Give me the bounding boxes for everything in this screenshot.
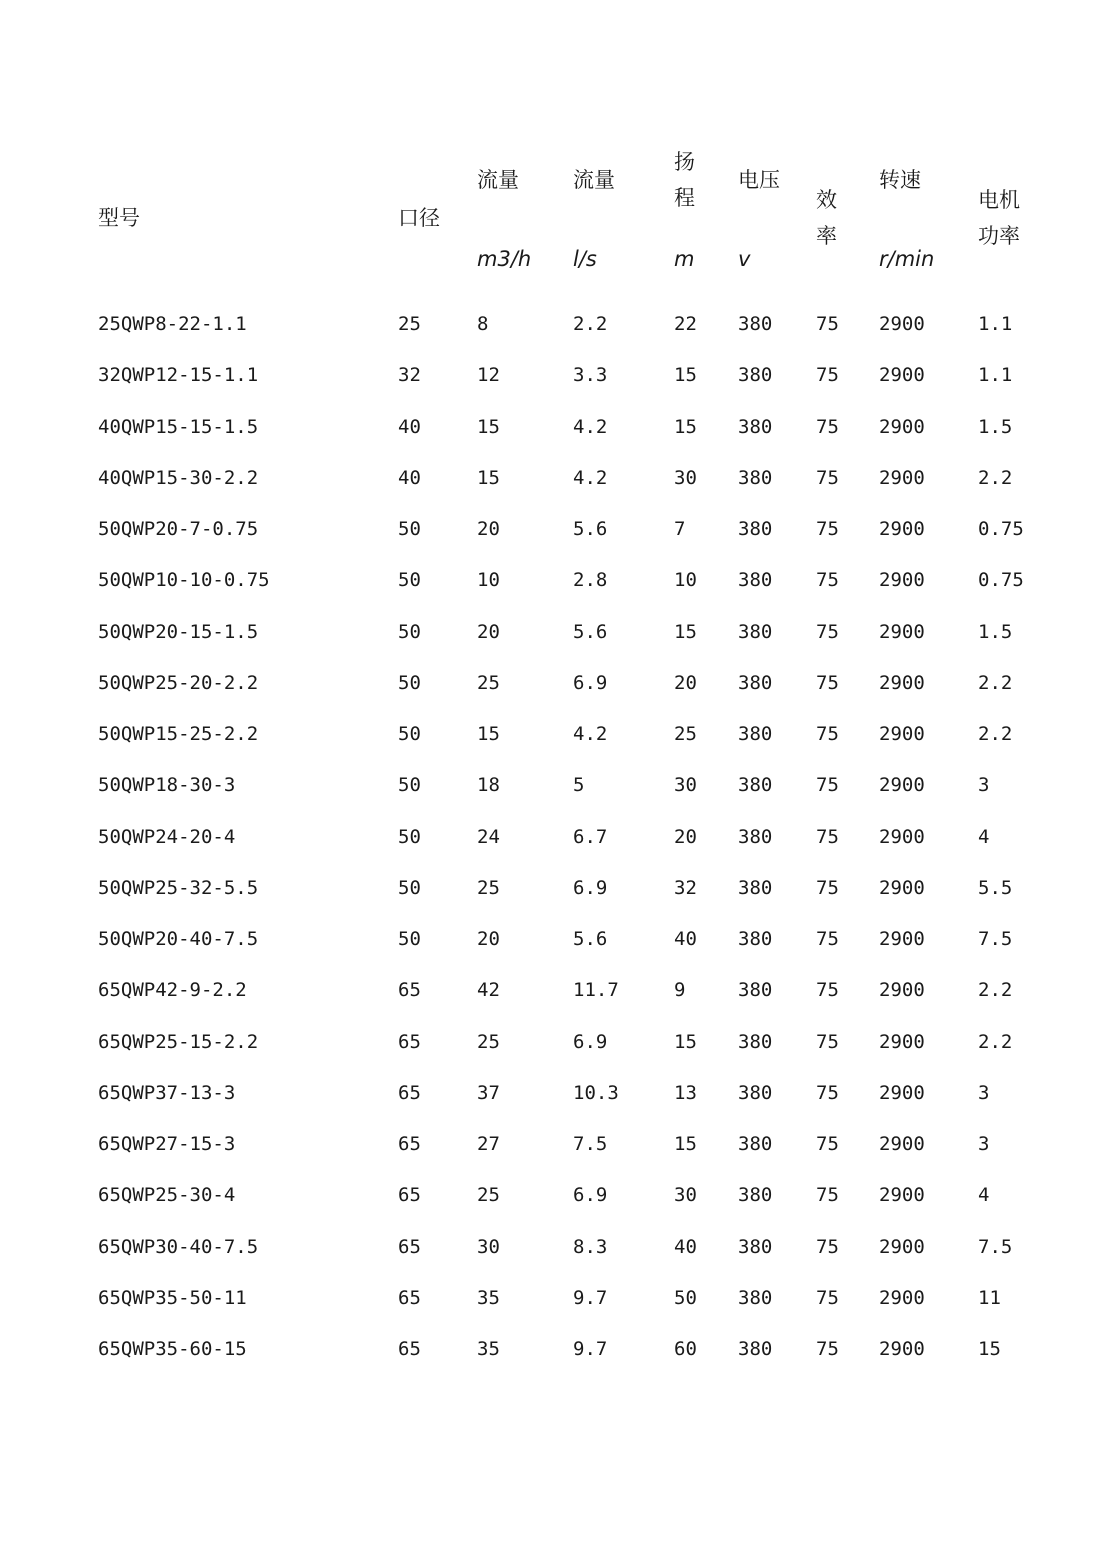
cell-flow-m3h: 12	[477, 364, 500, 387]
cell-speed: 2900	[879, 620, 925, 643]
cell-flow-m3h: 15	[477, 723, 500, 745]
cell-flow-m3h: 42	[477, 979, 500, 1002]
cell-efficiency: 75	[816, 364, 839, 387]
cell-head: 15	[674, 364, 697, 387]
cell-voltage: 380	[738, 1286, 773, 1309]
cell-head: 7	[674, 518, 686, 540]
cell-speed: 2900	[879, 569, 925, 592]
cell-speed: 2900	[879, 928, 925, 950]
cell-flow-ls: 2.8	[573, 569, 608, 592]
cell-head: 15	[674, 1030, 697, 1053]
cell-diameter: 32	[398, 364, 421, 387]
cell-speed: 2900	[879, 1338, 925, 1360]
cell-model: 65QWP42-9-2.2	[98, 979, 247, 1002]
cell-power: 15	[978, 1338, 1001, 1360]
header-flow-ls: 流量	[573, 168, 615, 192]
cell-power: 0.75	[978, 569, 1024, 592]
cell-head: 22	[674, 313, 697, 335]
cell-head: 20	[674, 825, 697, 848]
cell-diameter: 50	[398, 928, 421, 950]
cell-model: 50QWP18-30-3	[98, 774, 236, 797]
cell-efficiency: 75	[816, 1081, 839, 1104]
cell-diameter: 65	[398, 1133, 421, 1155]
cell-efficiency: 75	[816, 466, 839, 489]
cell-flow-m3h: 18	[477, 774, 500, 797]
cell-efficiency: 75	[816, 569, 839, 592]
cell-model: 50QWP25-32-5.5	[98, 876, 259, 899]
cell-head: 20	[674, 671, 697, 694]
cell-model: 65QWP27-15-3	[98, 1133, 236, 1155]
cell-power: 4	[978, 1184, 990, 1207]
cell-efficiency: 75	[816, 825, 839, 848]
cell-efficiency: 75	[816, 1030, 839, 1053]
cell-speed: 2900	[879, 1286, 925, 1309]
cell-head: 30	[674, 774, 697, 797]
cell-head: 50	[674, 1286, 697, 1309]
cell-head: 15	[674, 415, 697, 438]
cell-flow-m3h: 8	[477, 313, 489, 335]
cell-speed: 2900	[879, 1081, 925, 1104]
cell-voltage: 380	[738, 1235, 773, 1258]
cell-speed: 2900	[879, 825, 925, 848]
cell-speed: 2900	[879, 466, 925, 489]
cell-power: 11	[978, 1286, 1001, 1309]
cell-diameter: 65	[398, 1338, 421, 1360]
cell-head: 30	[674, 1184, 697, 1207]
cell-flow-ls: 5.6	[573, 620, 608, 643]
unit-flow-ls: l/s	[573, 247, 597, 271]
cell-diameter: 65	[398, 979, 421, 1002]
cell-model: 65QWP35-50-11	[98, 1286, 247, 1309]
cell-voltage: 380	[738, 979, 773, 1002]
cell-speed: 2900	[879, 876, 925, 899]
cell-model: 32QWP12-15-1.1	[98, 364, 259, 387]
cell-model: 50QWP20-15-1.5	[98, 620, 259, 643]
cell-flow-m3h: 27	[477, 1133, 500, 1155]
cell-efficiency: 75	[816, 723, 839, 745]
cell-flow-m3h: 15	[477, 415, 500, 438]
cell-model: 50QWP10-10-0.75	[98, 569, 270, 592]
cell-flow-ls: 6.9	[573, 1184, 608, 1207]
cell-flow-ls: 11.7	[573, 979, 619, 1002]
cell-flow-ls: 9.7	[573, 1286, 608, 1309]
cell-efficiency: 75	[816, 620, 839, 643]
cell-flow-m3h: 25	[477, 876, 500, 899]
cell-speed: 2900	[879, 1133, 925, 1155]
cell-power: 2.2	[978, 979, 1013, 1002]
cell-power: 4	[978, 825, 990, 848]
cell-flow-m3h: 15	[477, 466, 500, 489]
cell-model: 50QWP24-20-4	[98, 825, 236, 848]
cell-power: 1.1	[978, 313, 1013, 335]
cell-speed: 2900	[879, 671, 925, 694]
cell-efficiency: 75	[816, 1235, 839, 1258]
cell-voltage: 380	[738, 876, 773, 899]
cell-voltage: 380	[738, 313, 773, 335]
cell-flow-ls: 10.3	[573, 1081, 619, 1104]
cell-flow-ls: 6.7	[573, 825, 608, 848]
cell-head: 15	[674, 620, 697, 643]
cell-model: 50QWP20-40-7.5	[98, 928, 259, 950]
cell-voltage: 380	[738, 1081, 773, 1104]
cell-efficiency: 75	[816, 1133, 839, 1155]
cell-voltage: 380	[738, 415, 773, 438]
cell-flow-m3h: 25	[477, 1030, 500, 1053]
header-voltage: 电压	[738, 168, 780, 192]
cell-speed: 2900	[879, 313, 925, 335]
cell-head: 40	[674, 928, 697, 950]
cell-diameter: 50	[398, 876, 421, 899]
cell-voltage: 380	[738, 774, 773, 797]
cell-model: 50QWP15-25-2.2	[98, 723, 259, 745]
cell-diameter: 50	[398, 774, 421, 797]
cell-diameter: 25	[398, 313, 421, 335]
cell-efficiency: 75	[816, 518, 839, 540]
cell-voltage: 380	[738, 1184, 773, 1207]
cell-speed: 2900	[879, 723, 925, 745]
cell-flow-ls: 2.2	[573, 313, 608, 335]
cell-flow-ls: 5	[573, 774, 585, 797]
cell-diameter: 50	[398, 671, 421, 694]
cell-efficiency: 75	[816, 313, 839, 335]
cell-head: 32	[674, 876, 697, 899]
cell-diameter: 50	[398, 620, 421, 643]
cell-power: 7.5	[978, 928, 1013, 950]
unit-flow-m3h: m3/h	[477, 247, 532, 271]
cell-efficiency: 75	[816, 876, 839, 899]
header-efficiency: 效率	[816, 188, 837, 248]
cell-head: 15	[674, 1133, 697, 1155]
cell-diameter: 40	[398, 466, 421, 489]
header-flow-m3h: 流量	[477, 168, 519, 192]
header-power: 电机功率	[978, 188, 1020, 248]
cell-model: 50QWP20-7-0.75	[98, 518, 259, 540]
cell-efficiency: 75	[816, 671, 839, 694]
cell-diameter: 50	[398, 723, 421, 745]
cell-flow-m3h: 10	[477, 569, 500, 592]
cell-head: 30	[674, 466, 697, 489]
cell-efficiency: 75	[816, 774, 839, 797]
unit-voltage: v	[738, 247, 751, 271]
cell-speed: 2900	[879, 979, 925, 1002]
cell-voltage: 380	[738, 825, 773, 848]
cell-speed: 2900	[879, 518, 925, 540]
cell-flow-ls: 4.2	[573, 415, 608, 438]
unit-speed: r/min	[879, 247, 935, 271]
cell-power: 1.1	[978, 364, 1013, 387]
cell-voltage: 380	[738, 364, 773, 387]
cell-flow-m3h: 20	[477, 620, 500, 643]
cell-flow-m3h: 37	[477, 1081, 500, 1104]
cell-model: 65QWP37-13-3	[98, 1081, 236, 1104]
cell-efficiency: 75	[816, 1338, 839, 1360]
cell-flow-ls: 7.5	[573, 1133, 608, 1155]
cell-flow-ls: 6.9	[573, 876, 608, 899]
cell-model: 65QWP25-15-2.2	[98, 1030, 259, 1053]
cell-voltage: 380	[738, 671, 773, 694]
cell-flow-ls: 5.6	[573, 928, 608, 950]
cell-power: 1.5	[978, 620, 1013, 643]
cell-diameter: 65	[398, 1030, 421, 1053]
cell-flow-ls: 6.9	[573, 1030, 608, 1053]
cell-power: 1.5	[978, 415, 1013, 438]
cell-voltage: 380	[738, 569, 773, 592]
cell-power: 3	[978, 774, 990, 797]
cell-voltage: 380	[738, 723, 773, 745]
cell-head: 60	[674, 1338, 697, 1360]
cell-efficiency: 75	[816, 1184, 839, 1207]
cell-head: 10	[674, 569, 697, 592]
cell-flow-m3h: 25	[477, 671, 500, 694]
cell-flow-m3h: 35	[477, 1338, 500, 1360]
cell-diameter: 65	[398, 1235, 421, 1258]
cell-model: 40QWP15-15-1.5	[98, 415, 259, 438]
cell-diameter: 50	[398, 825, 421, 848]
header-head: 扬程	[674, 150, 695, 210]
cell-power: 3	[978, 1133, 990, 1155]
cell-speed: 2900	[879, 364, 925, 387]
cell-flow-ls: 4.2	[573, 466, 608, 489]
cell-flow-ls: 5.6	[573, 518, 608, 540]
cell-flow-m3h: 20	[477, 928, 500, 950]
cell-efficiency: 75	[816, 1286, 839, 1309]
cell-efficiency: 75	[816, 415, 839, 438]
cell-flow-ls: 6.9	[573, 671, 608, 694]
cell-model: 25QWP8-22-1.1	[98, 313, 247, 335]
cell-flow-ls: 3.3	[573, 364, 608, 387]
cell-power: 5.5	[978, 876, 1013, 899]
cell-flow-ls: 9.7	[573, 1338, 608, 1360]
cell-model: 65QWP35-60-15	[98, 1338, 247, 1360]
header-diameter: 口径	[398, 206, 440, 230]
cell-diameter: 65	[398, 1286, 421, 1309]
cell-voltage: 380	[738, 466, 773, 489]
cell-diameter: 50	[398, 518, 421, 540]
cell-diameter: 40	[398, 415, 421, 438]
header-speed: 转速	[879, 168, 921, 192]
cell-voltage: 380	[738, 1030, 773, 1053]
cell-efficiency: 75	[816, 979, 839, 1002]
cell-voltage: 380	[738, 1338, 773, 1360]
cell-efficiency: 75	[816, 928, 839, 950]
cell-flow-m3h: 25	[477, 1184, 500, 1207]
cell-power: 2.2	[978, 723, 1013, 745]
cell-power: 2.2	[978, 466, 1013, 489]
cell-diameter: 50	[398, 569, 421, 592]
cell-voltage: 380	[738, 620, 773, 643]
cell-voltage: 380	[738, 518, 773, 540]
cell-model: 40QWP15-30-2.2	[98, 466, 259, 489]
cell-model: 65QWP25-30-4	[98, 1184, 236, 1207]
cell-flow-m3h: 20	[477, 518, 500, 540]
cell-flow-ls: 8.3	[573, 1235, 608, 1258]
cell-power: 0.75	[978, 518, 1024, 540]
cell-voltage: 380	[738, 1133, 773, 1155]
cell-model: 65QWP30-40-7.5	[98, 1235, 259, 1258]
cell-flow-m3h: 24	[477, 825, 500, 848]
cell-head: 13	[674, 1081, 697, 1104]
cell-power: 3	[978, 1081, 990, 1104]
cell-speed: 2900	[879, 774, 925, 797]
header-model: 型号	[98, 206, 140, 230]
cell-head: 9	[674, 979, 686, 1002]
cell-speed: 2900	[879, 415, 925, 438]
unit-head: m	[674, 247, 695, 271]
cell-flow-ls: 4.2	[573, 723, 608, 745]
cell-flow-m3h: 30	[477, 1235, 500, 1258]
cell-head: 40	[674, 1235, 697, 1258]
cell-power: 2.2	[978, 1030, 1013, 1053]
cell-head: 25	[674, 723, 697, 745]
cell-diameter: 65	[398, 1081, 421, 1104]
cell-power: 7.5	[978, 1235, 1013, 1258]
cell-speed: 2900	[879, 1030, 925, 1053]
cell-flow-m3h: 35	[477, 1286, 500, 1309]
cell-voltage: 380	[738, 928, 773, 950]
cell-power: 2.2	[978, 671, 1013, 694]
cell-model: 50QWP25-20-2.2	[98, 671, 259, 694]
cell-speed: 2900	[879, 1184, 925, 1207]
cell-speed: 2900	[879, 1235, 925, 1258]
cell-diameter: 65	[398, 1184, 421, 1207]
